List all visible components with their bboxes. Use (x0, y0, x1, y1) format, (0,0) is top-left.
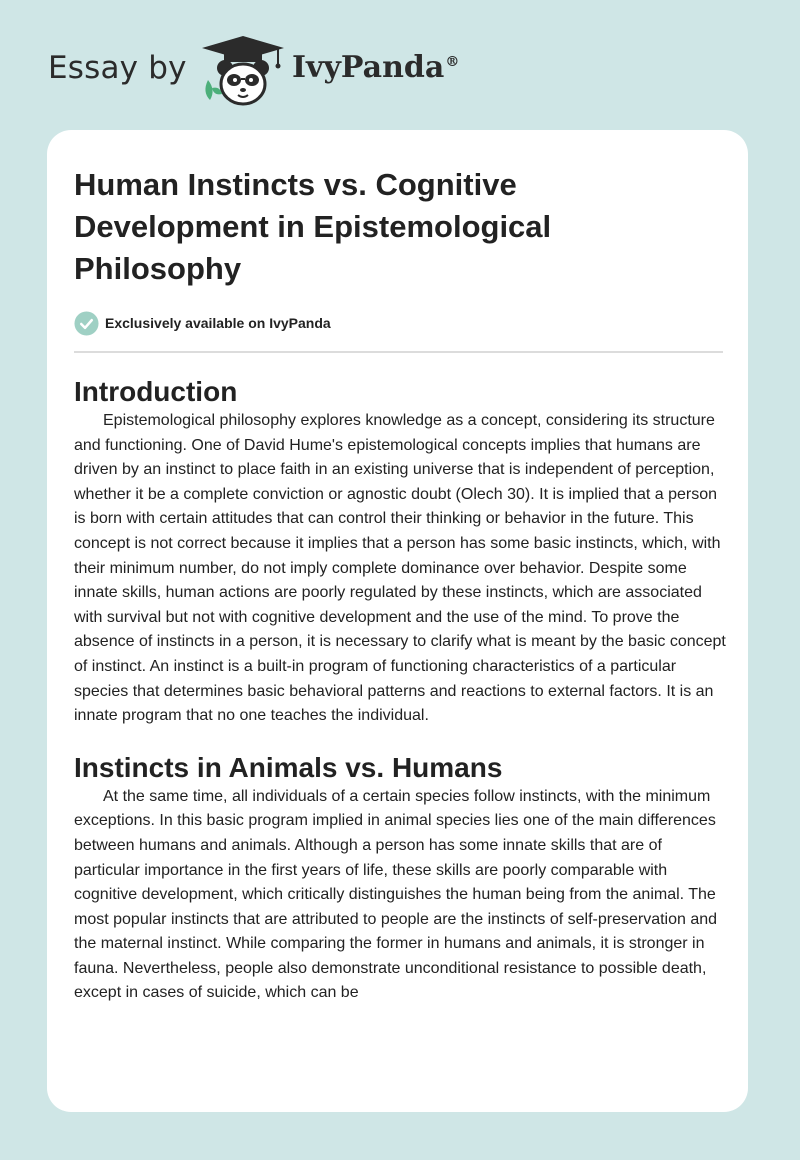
title-divider (74, 351, 723, 353)
registered-mark: ® (445, 54, 460, 70)
brand-name[interactable] (292, 50, 459, 85)
section-heading-instincts: Instincts in Animals vs. Humans (74, 751, 503, 783)
exclusive-badge (74, 310, 726, 336)
exclusive-badge-text: Exclusively available on IvyPanda (105, 315, 331, 331)
section-heading-introduction: Introduction (74, 376, 238, 407)
essay-content (74, 164, 726, 1006)
site-header (0, 0, 800, 130)
brand-prefix: Essay by (48, 50, 187, 86)
instincts-paragraph: At the same time, all individuals of a certain species follow instincts, with the minimum exceptions. In this basic program implied in animal species lies one of the main differences between humans and animals. Although a person has some innate skills that are of particular importance in the first years of life, these skills are poorly comparable with cognitive development, which critically distinguishes the human being from the animal. The most popular instincts that are attributed to people are the instincts of self-preservation and the maternal instinct. While comparing the former in humans and animals, it is stronger in fauna. Nevertheless, people also demonstrate unconditional resistance to possible death, except in cases of suicide, which can be (74, 787, 718, 1002)
essay-card (47, 130, 748, 1112)
check-circle-icon (74, 311, 99, 336)
panda-graduate-icon[interactable] (200, 34, 286, 108)
essay-title: Human Instincts vs. Cognitive Development in Epistemological Philosophy (74, 167, 552, 286)
introduction-paragraph: Epistemological philosophy explores knowledge as a concept, considering its structure and functioning. One of David Hume's epistemological concepts implies that humans are driven by an instinct to place faith in an existing universe that is independent of perception, whether it be a complete conviction or agnostic doubt (Olech 30). It is implied that a person is born with certain attitudes that can control their thinking or behavior in the future. This concept is not correct because it implies that a person has some basic instincts, which, with their minimum number, do not imply complete dominance over behavior. Despite some innate skills, human actions are poorly regulated by these instincts, which are associated with survival but not with cognitive development and the use of the mind. To prove the absence of instincts in a person, it is necessary to clarify what is meant by the basic concept of instinct. An instinct is a built-in program of functioning characteristics of a particular species that determines basic behavioral patterns and reactions to external factors. It is an innate program that no one teaches the individual. (74, 412, 726, 725)
brand-name-text: IvyPanda (292, 50, 445, 85)
